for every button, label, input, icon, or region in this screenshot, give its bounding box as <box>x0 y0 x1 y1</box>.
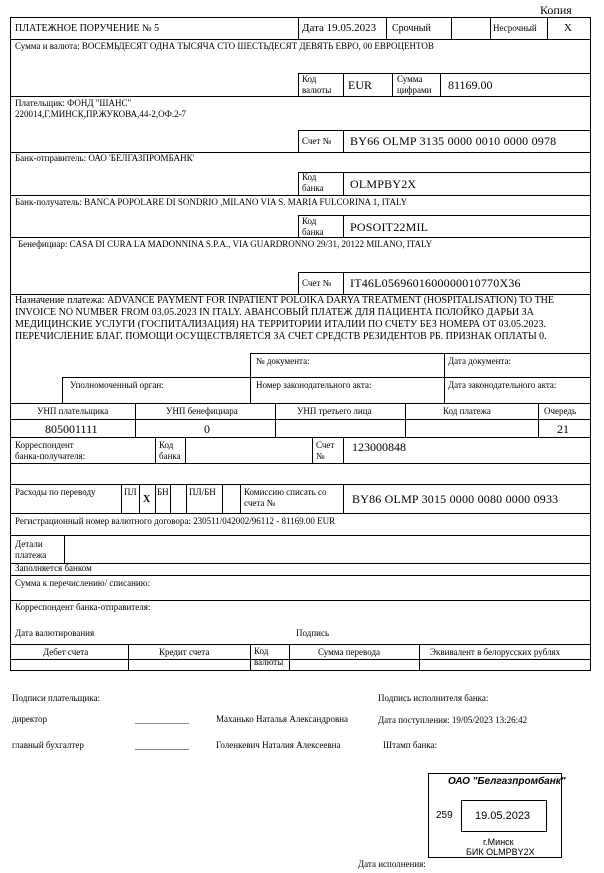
director-label: директор <box>12 714 47 724</box>
correspondent-account-label: Счет <box>316 440 335 450</box>
commission-account: BY86 OLMP 3015 0000 0080 0000 0933 <box>352 492 559 506</box>
value-date: Дата валютирования <box>15 628 95 638</box>
payer-name: Плательщик: ФОНД "ШАНС" <box>15 98 132 108</box>
correspondent-account-label-2: № <box>316 451 325 461</box>
receiver-bank: Банк-получатель: BANCA POPOLARE DI SONDRIO ,MILANO VIA S. MARIA FULCORINA 1, ITALY <box>15 197 408 207</box>
correspondent-code-label: Код <box>159 440 174 450</box>
commission-account-label-2: счета № <box>244 498 276 508</box>
amount-words: Сумма и валюта: ВОСЕМЬДЕСЯТ ОДНА ТЫСЯЧА СТО ШЕСТЬДЕСЯТ ДЕВЯТЬ ЕВРО, 00 ЕВРОЦЕНТОВ <box>15 41 434 51</box>
fee-option-plbn: ПЛ/БН <box>189 487 216 497</box>
byn-equivalent-header: Эквивалент в белорусских рублях <box>430 647 561 657</box>
transfer-sum-header: Сумма перевода <box>318 647 381 657</box>
correspondent-label: Корреспондент <box>15 440 74 450</box>
doc-date-label: Дата документа: <box>448 356 511 366</box>
purpose-line-2: INVOICE NO NUMBER FROM 03.05.2023 IN ITALY. АВАНСОВЫЙ ПЛАТЕЖ ДЛЯ ПАЦИЕНТА ПОЛОЙКО ДАРЬИ ЗА <box>15 307 534 318</box>
purpose-line-3: МЕДИЦИНСКИЕ УСЛУГИ (ГОСПИТАЛИЗАЦИЯ) НА ТЕРРИТОРИИ ИТАЛИИ ПО СЧЕТУ БЕЗ НОМЕРА ОТ 03.05.2023. <box>15 319 546 330</box>
currency-contract: Регистрационный номер валютного договора: 230511/042002/96112 - 81169.00 EUR <box>15 516 336 526</box>
amount-digits-label: Сумма <box>397 74 423 84</box>
correspondent-label-2: банка-получателя: <box>15 451 86 461</box>
stamp-bank-name: ОАО "Белгазпромбанк" <box>448 776 566 787</box>
form-date: Дата 19.05.2023 <box>302 22 377 34</box>
bank-stamp-label: Штамп банка: <box>383 740 437 750</box>
purpose-line-4: ПЕРЕЧИСЛЕНИЕ БЛАГ. ПОМОЩИ ОСУЩЕСТВЛЯЕТСЯ ЗА СЧЕТ СРЕДСТВ РЕЗИДЕНТОВ РБ. ПРИЗНАК ОПЛАТЫ 0. <box>15 331 547 342</box>
beneficiary-unp-label: УНП бенефициара <box>166 406 238 416</box>
payment-code-label: Код платежа <box>443 406 491 416</box>
execution-date-label: Дата исполнения: <box>358 859 426 869</box>
queue-label: Очередь <box>544 406 577 416</box>
payer-signatures-label: Подписи плательщика: <box>12 693 101 703</box>
fee-option-bn: БН <box>157 487 169 497</box>
act-number-label: Номер законодательного акта: <box>256 380 372 390</box>
signature-label: Подпись <box>296 628 330 638</box>
credit-header: Кредит счета <box>159 647 210 657</box>
nonurgent-label: Несрочный <box>493 23 537 33</box>
authority-label: Уполномоченный орган: <box>70 380 164 390</box>
purpose-line-1: Назначение платежа: ADVANCE PAYMENT FOR INPATIENT POLOIKA DARYA TREATMENT (HOSPITALISATION) TO THE <box>15 295 555 306</box>
beneficiary-account: IT46L0569601600000010770X36 <box>350 276 521 290</box>
payer-unp-label: УНП плательщика <box>37 406 109 416</box>
correspondent-account: 123000848 <box>352 440 406 454</box>
receipt-date: Дата поступления: 19/05/2023 13:26:42 <box>378 715 528 725</box>
payment-details-label: Детали <box>15 539 43 549</box>
form-title: ПЛАТЕЖНОЕ ПОРУЧЕНИЕ № 5 <box>15 23 160 34</box>
currency-code-label: Код <box>302 74 317 84</box>
amount-digits-label-2: цифрами <box>397 85 432 95</box>
correspondent-code-label-2: банка <box>159 451 181 461</box>
payer-unp: 805001111 <box>45 422 98 436</box>
beneficiary-account-label: Счет № <box>302 278 332 288</box>
receiver-bank-code-label: Код <box>302 216 317 226</box>
nonurgent-mark: X <box>564 22 572 34</box>
sender-bank: Банк-отправитель: ОАО 'БЕЛГАЗПРОМБАНК' <box>15 153 195 163</box>
filled-by-bank: Заполняется банком <box>15 563 92 573</box>
urgent-label: Срочный <box>392 23 431 34</box>
beneficiary-unp: 0 <box>204 422 210 436</box>
currency-code-header-2: валюты <box>254 657 284 667</box>
payer-account: BY66 OLMP 3135 0000 0010 0000 0978 <box>350 134 557 148</box>
third-party-unp-label: УНП третьего лица <box>297 406 372 416</box>
payer-address: 220014,Г.МИНСК,ПР.ЖУКОВА,44-2,ОФ.2-7 <box>15 109 187 119</box>
accountant-signature-line: ____________ <box>135 741 189 751</box>
currency-code-header: Код <box>254 646 269 656</box>
currency-code-label-2: валюты <box>302 85 332 95</box>
queue-value: 21 <box>557 422 569 436</box>
copy-label: Копия <box>540 3 572 17</box>
fee-option-pl-mark: X <box>143 494 151 505</box>
stamp-number: 259 <box>436 810 453 821</box>
payment-details-label-2: платежа <box>15 550 47 560</box>
debit-header: Дебет счета <box>43 647 89 657</box>
beneficiary: Бенефициар: CASA DI CURA LA MADONNINA S.P.A., VIA GUARDRONNO 29/31, 20122 MILANO, ITALY <box>18 239 433 249</box>
sender-bank-code: OLMPBY2X <box>350 177 417 191</box>
stamp-date: 19.05.2023 <box>475 810 531 822</box>
accountant-label: главный бухгалтер <box>12 740 84 750</box>
sender-bank-code-label-2: банка <box>302 183 324 193</box>
receiver-bank-code-label-2: банка <box>302 227 324 237</box>
director-signature-line: ____________ <box>135 715 189 725</box>
fee-option-pl: ПЛ <box>124 487 137 497</box>
act-date-label: Дата законодательного акта: <box>448 380 557 390</box>
director-name: Маханько Наталья Александровна <box>216 714 349 724</box>
commission-account-label: Комиссию списать со <box>244 487 327 497</box>
stamp-bic: БИК OLMPBY2X <box>466 847 535 857</box>
correspondent-sender: Корреспондент банка-отправителя: <box>15 602 151 612</box>
bank-signature-label: Подпись исполнителя банка: <box>378 693 489 703</box>
doc-number-label: № документа: <box>256 356 310 366</box>
currency-code: EUR <box>348 78 372 92</box>
amount-digits: 81169.00 <box>448 78 493 92</box>
receiver-bank-code: POSOIT22MIL <box>350 220 429 234</box>
fees-label: Расходы по переводу <box>15 487 96 497</box>
amount-to-transfer: Сумма к перечислению/ списанию: <box>15 578 150 588</box>
sender-bank-code-label: Код <box>302 172 317 182</box>
stamp-city: г.Минск <box>483 837 514 847</box>
accountant-name: Голенкевич Наталия Алексеевна <box>216 740 341 750</box>
payer-account-label: Счет № <box>302 136 332 146</box>
